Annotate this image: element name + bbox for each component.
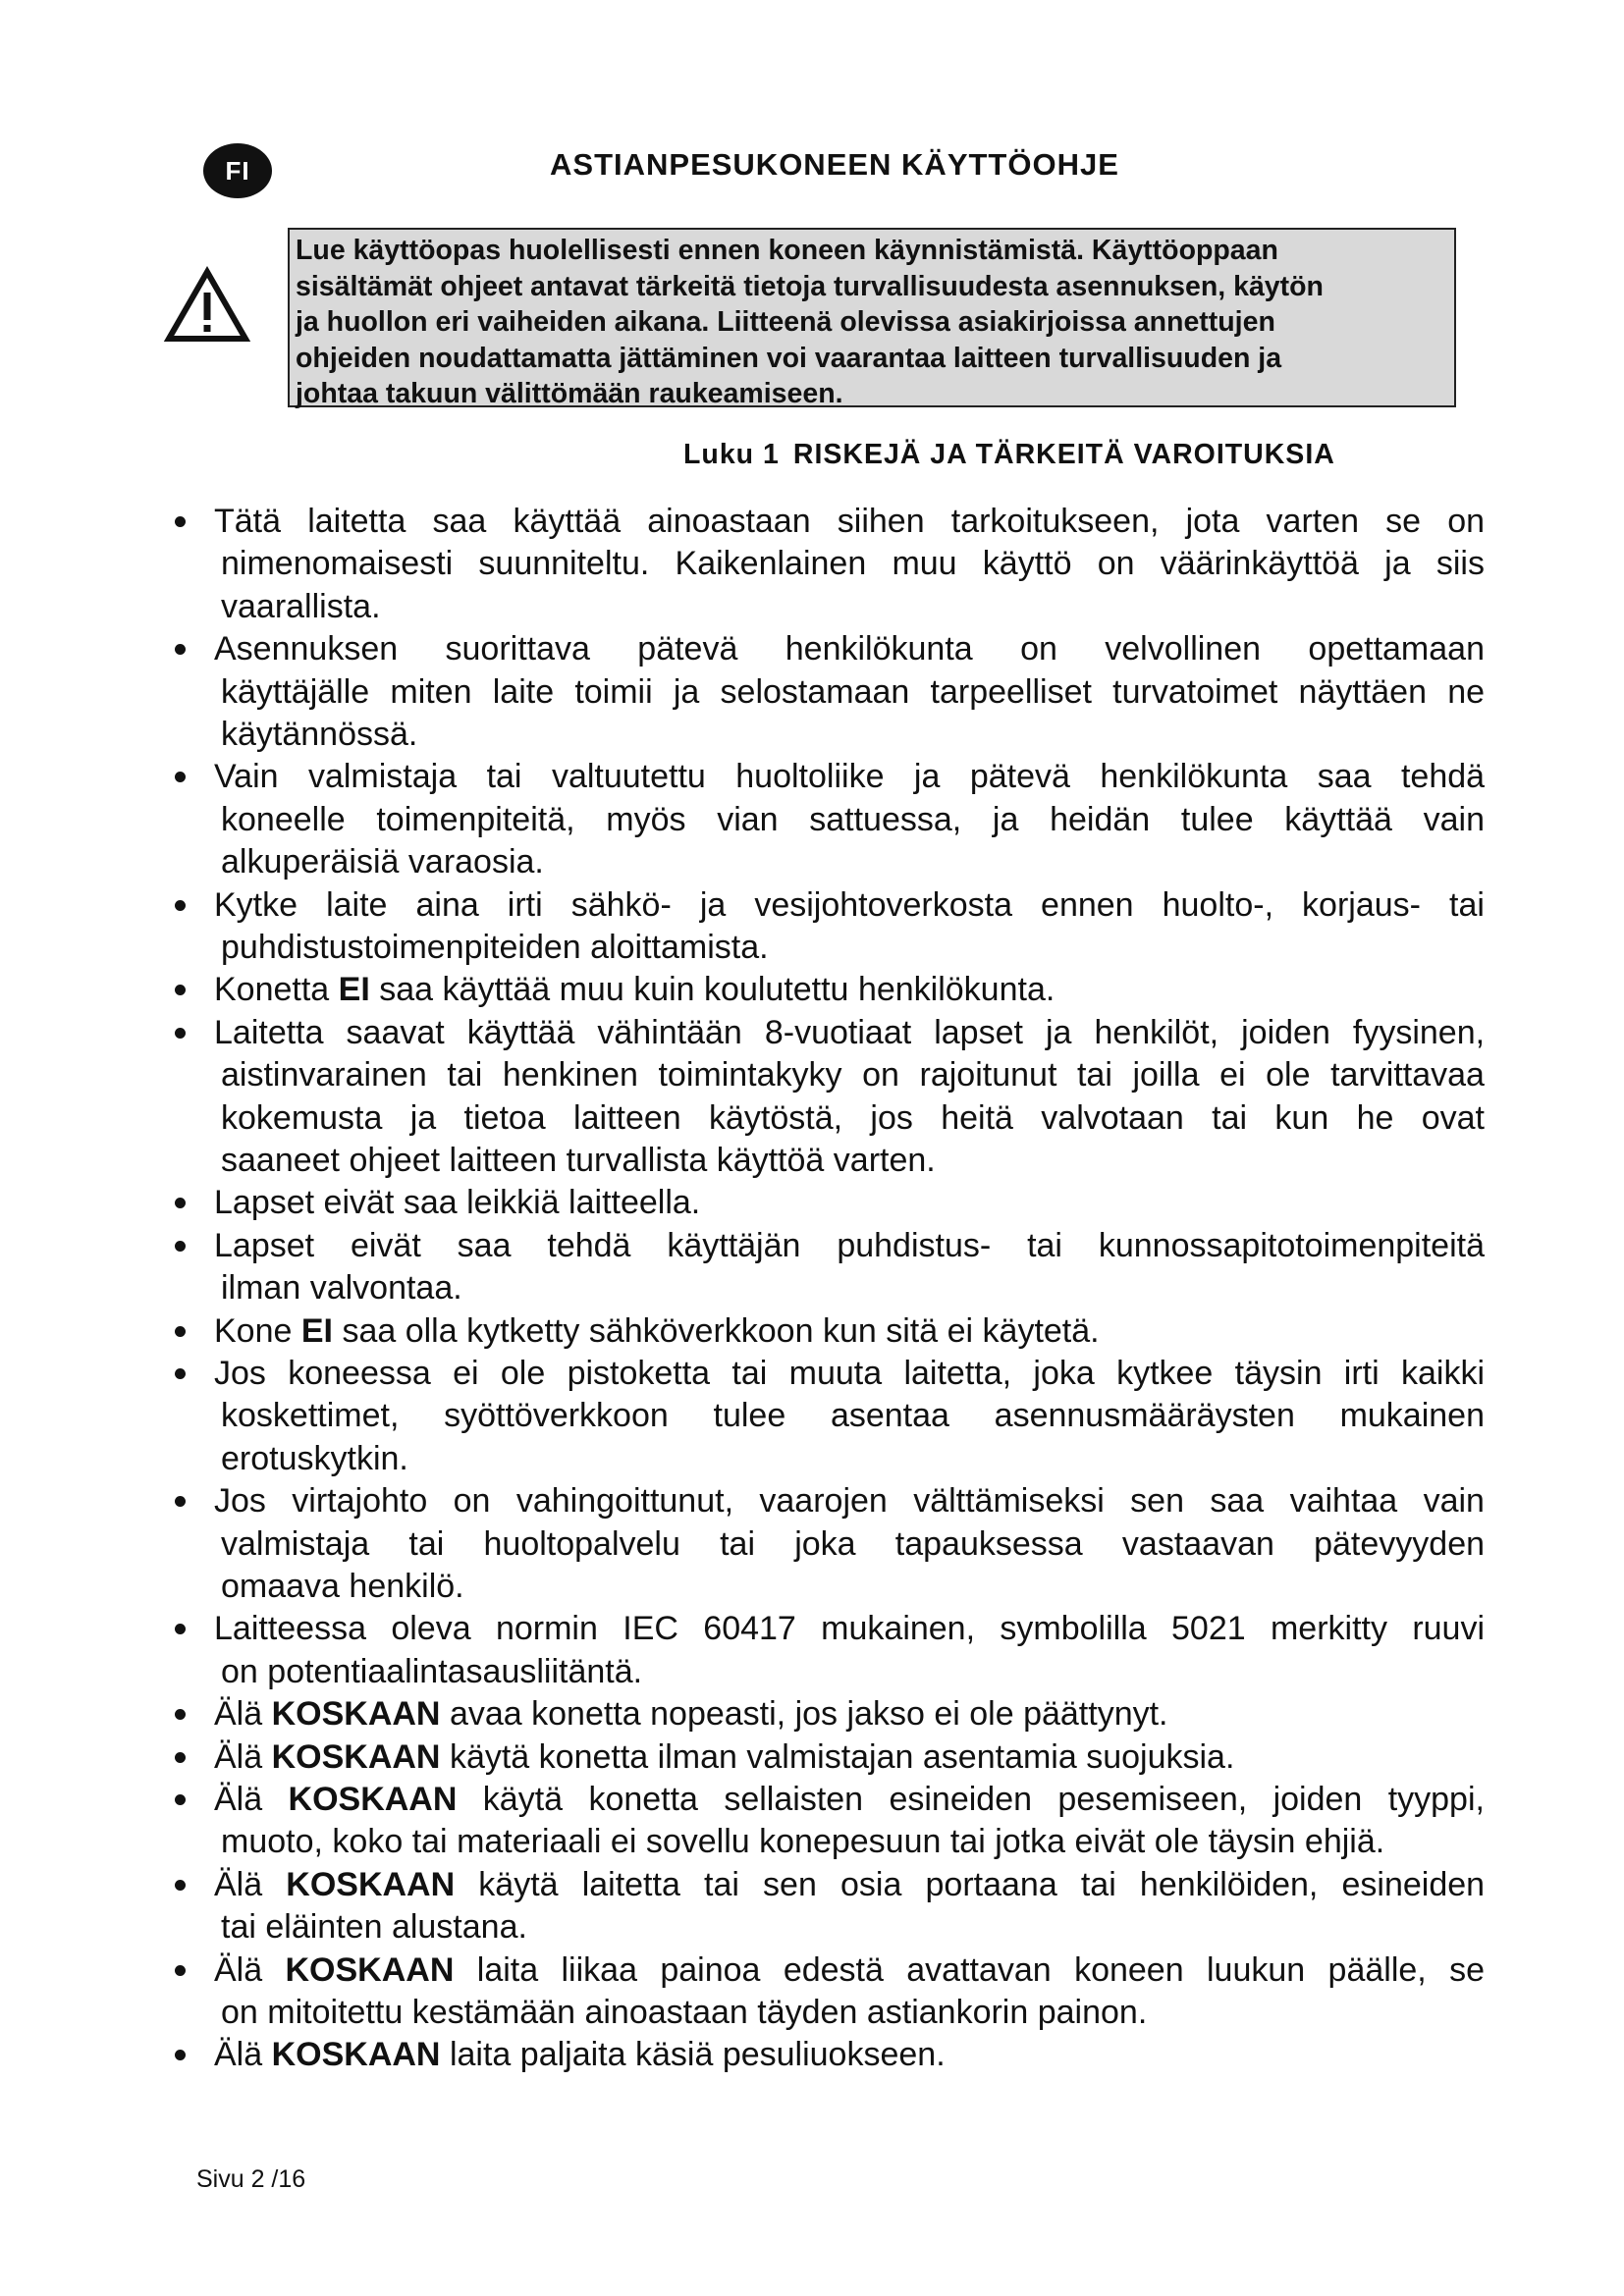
warning-item-continuation: kokemusta ja tietoa laitteen käytöstä, jos heitä valvotaan tai kun he ovat <box>221 1098 1485 1137</box>
notice-line: ja huollon eri vaiheiden aikana. Liitteenä olevissa asiakirjoissa annettujen <box>296 306 1275 338</box>
bullet-dot-icon <box>175 516 186 527</box>
warning-item: Lapset eivät saa tehdä käyttäjän puhdistus- tai kunnossapitotoimenpiteitä <box>214 1226 1486 1264</box>
bullet-dot-icon <box>175 1709 186 1720</box>
warning-item: Asennuksen suorittava pätevä henkilökunta on velvollinen opettamaan <box>214 630 1485 668</box>
warning-item-continuation: käyttäjälle miten laite toimii ja selostamaan tarpeelliset turvatoimet näyttäen ne <box>221 672 1486 711</box>
warning-item: Laitteessa oleva normin IEC 60417 mukainen, symbolilla 5021 merkitty ruuvi <box>214 1610 1486 1648</box>
document-title: ASTIANPESUKONEEN KÄYTTÖOHJE <box>550 147 1119 182</box>
chapter-number: Luku 1 <box>683 439 780 470</box>
warning-item: Jos koneessa ei ole pistoketta tai muuta laitetta, joka kytkee täysin irti kaikki <box>214 1355 1486 1392</box>
warning-item: Älä KOSKAAN laita liikaa painoa edestä avattavan koneen luukun päälle, se <box>214 1950 1486 1989</box>
bullet-dot-icon <box>175 1241 186 1252</box>
bullet-dot-icon <box>175 644 186 655</box>
warning-item-continuation: on mitoitettu kestämään ainoastaan täyden astiankorin painon. <box>221 1994 1148 2031</box>
notice-line: johtaa takuun välittömään raukeamiseen. <box>296 378 843 409</box>
bullet-dot-icon <box>175 772 186 782</box>
warning-item-continuation: on potentiaalintasausliitäntä. <box>221 1652 643 1690</box>
bullet-dot-icon <box>175 1368 186 1379</box>
warning-item-continuation: käytännössä. <box>221 716 418 753</box>
bullet-dot-icon <box>175 1198 186 1208</box>
warning-item: Konetta EI saa käyttää muu kuin koulutettu henkilökunta. <box>214 971 1056 1009</box>
bullet-dot-icon <box>175 900 186 911</box>
warning-item-continuation: koneelle toimenpiteitä, myös vian sattuessa, ja heidän tulee käyttää vain <box>221 800 1485 838</box>
warning-item-continuation: erotuskytkin. <box>221 1439 408 1477</box>
warning-item-continuation: nimenomaisesti suunniteltu. Kaikenlainen muu käyttö on väärinkäyttöä ja siis <box>221 545 1485 583</box>
bullet-dot-icon <box>175 1752 186 1763</box>
page-number: Sivu 2 /16 <box>196 2165 306 2193</box>
bullet-dot-icon <box>175 1880 186 1891</box>
warning-item-continuation: ilman valvontaa. <box>221 1269 462 1308</box>
warning-item-continuation: koskettimet, syöttöverkkoon tulee asentaa asennusmääräysten mukainen <box>221 1397 1485 1435</box>
warning-item: Älä KOSKAAN laita paljaita käsiä pesuliuokseen. <box>214 2036 946 2074</box>
bullet-dot-icon <box>175 1965 186 1976</box>
warning-item: Älä KOSKAAN avaa konetta nopeasti, jos jakso ei ole päättynyt. <box>214 1695 1168 1734</box>
warning-item: Kytke laite aina irti sähkö- ja vesijohtoverkosta ennen huolto-, korjaus- tai <box>214 885 1485 924</box>
warning-item: Kone EI saa olla kytketty sähköverkkoon kun sitä ei käytetä. <box>214 1311 1100 1350</box>
chapter-title: RISKEJÄ JA TÄRKEITÄ VAROITUKSIA <box>792 439 1335 470</box>
warning-item: Jos virtajohto on vahingoittunut, vaarojen välttämiseksi sen saa vaihtaa vain <box>214 1482 1485 1521</box>
bullet-dot-icon <box>175 1624 186 1634</box>
notice-line: ohjeiden noudattamatta jättäminen voi vaarantaa laitteen turvallisuuden ja <box>296 342 1282 374</box>
warning-item: Laitetta saavat käyttää vähintään 8-vuotiaat lapset ja henkilöt, joiden fyysinen, <box>214 1013 1486 1051</box>
language-code: FI <box>225 155 250 186</box>
warning-item: Tätä laitetta saa käyttää ainoastaan siihen tarkoitukseen, jota varten se on <box>214 503 1486 540</box>
notice-line: sisältämät ohjeet antavat tärkeitä tietoja turvallisuudesta asennuksen, käytön <box>296 270 1324 302</box>
warning-item: Älä KOSKAAN käytä laitetta tai sen osia portaana tai henkilöiden, esineiden <box>214 1865 1486 1903</box>
warning-item-continuation: omaava henkilö. <box>221 1568 464 1605</box>
bullet-dot-icon <box>175 1028 186 1039</box>
warning-item-continuation: muoto, koko tai materiaali ei sovellu konepesuun tai jotka eivät ole täysin ehjiä. <box>221 1823 1385 1861</box>
warning-item-continuation: alkuperäisiä varaosia. <box>221 843 544 881</box>
warning-item-continuation: tai eläinten alustana. <box>221 1908 527 1947</box>
warning-item-continuation: vaarallista. <box>221 587 381 625</box>
warning-item-continuation: aistinvarainen tai henkinen toimintakyky on rajoitunut tai joilla ei ole tarvittavaa <box>221 1056 1485 1095</box>
bullet-dot-icon <box>175 985 186 995</box>
warning-item: Lapset eivät saa leikkiä laitteella. <box>214 1184 701 1222</box>
warning-item: Älä KOSKAAN käytä konetta ilman valmistajan asentamia suojuksia. <box>214 1737 1235 1776</box>
warning-item-continuation: puhdistustoimenpiteiden aloittamista. <box>221 929 769 966</box>
warning-item-continuation: saaneet ohjeet laitteen turvallista käyttöä varten. <box>221 1142 936 1179</box>
bullet-dot-icon <box>175 1326 186 1337</box>
bullet-dot-icon <box>175 2050 186 2060</box>
bullet-dot-icon <box>175 1794 186 1805</box>
bullet-dot-icon <box>175 1496 186 1507</box>
warning-item-continuation: valmistaja tai huoltopalvelu tai joka tapauksessa vastaavan pätevyyden <box>221 1524 1486 1563</box>
warning-item: Vain valmistaja tai valtuutettu huoltoliike ja pätevä henkilökunta saa tehdä <box>214 758 1486 796</box>
warning-item: Älä KOSKAAN käytä konetta sellaisten esineiden pesemiseen, joiden tyyppi, <box>214 1781 1485 1818</box>
notice-line: Lue käyttöopas huolellisesti ennen koneen käynnistämistä. Käyttöoppaan <box>296 235 1278 266</box>
